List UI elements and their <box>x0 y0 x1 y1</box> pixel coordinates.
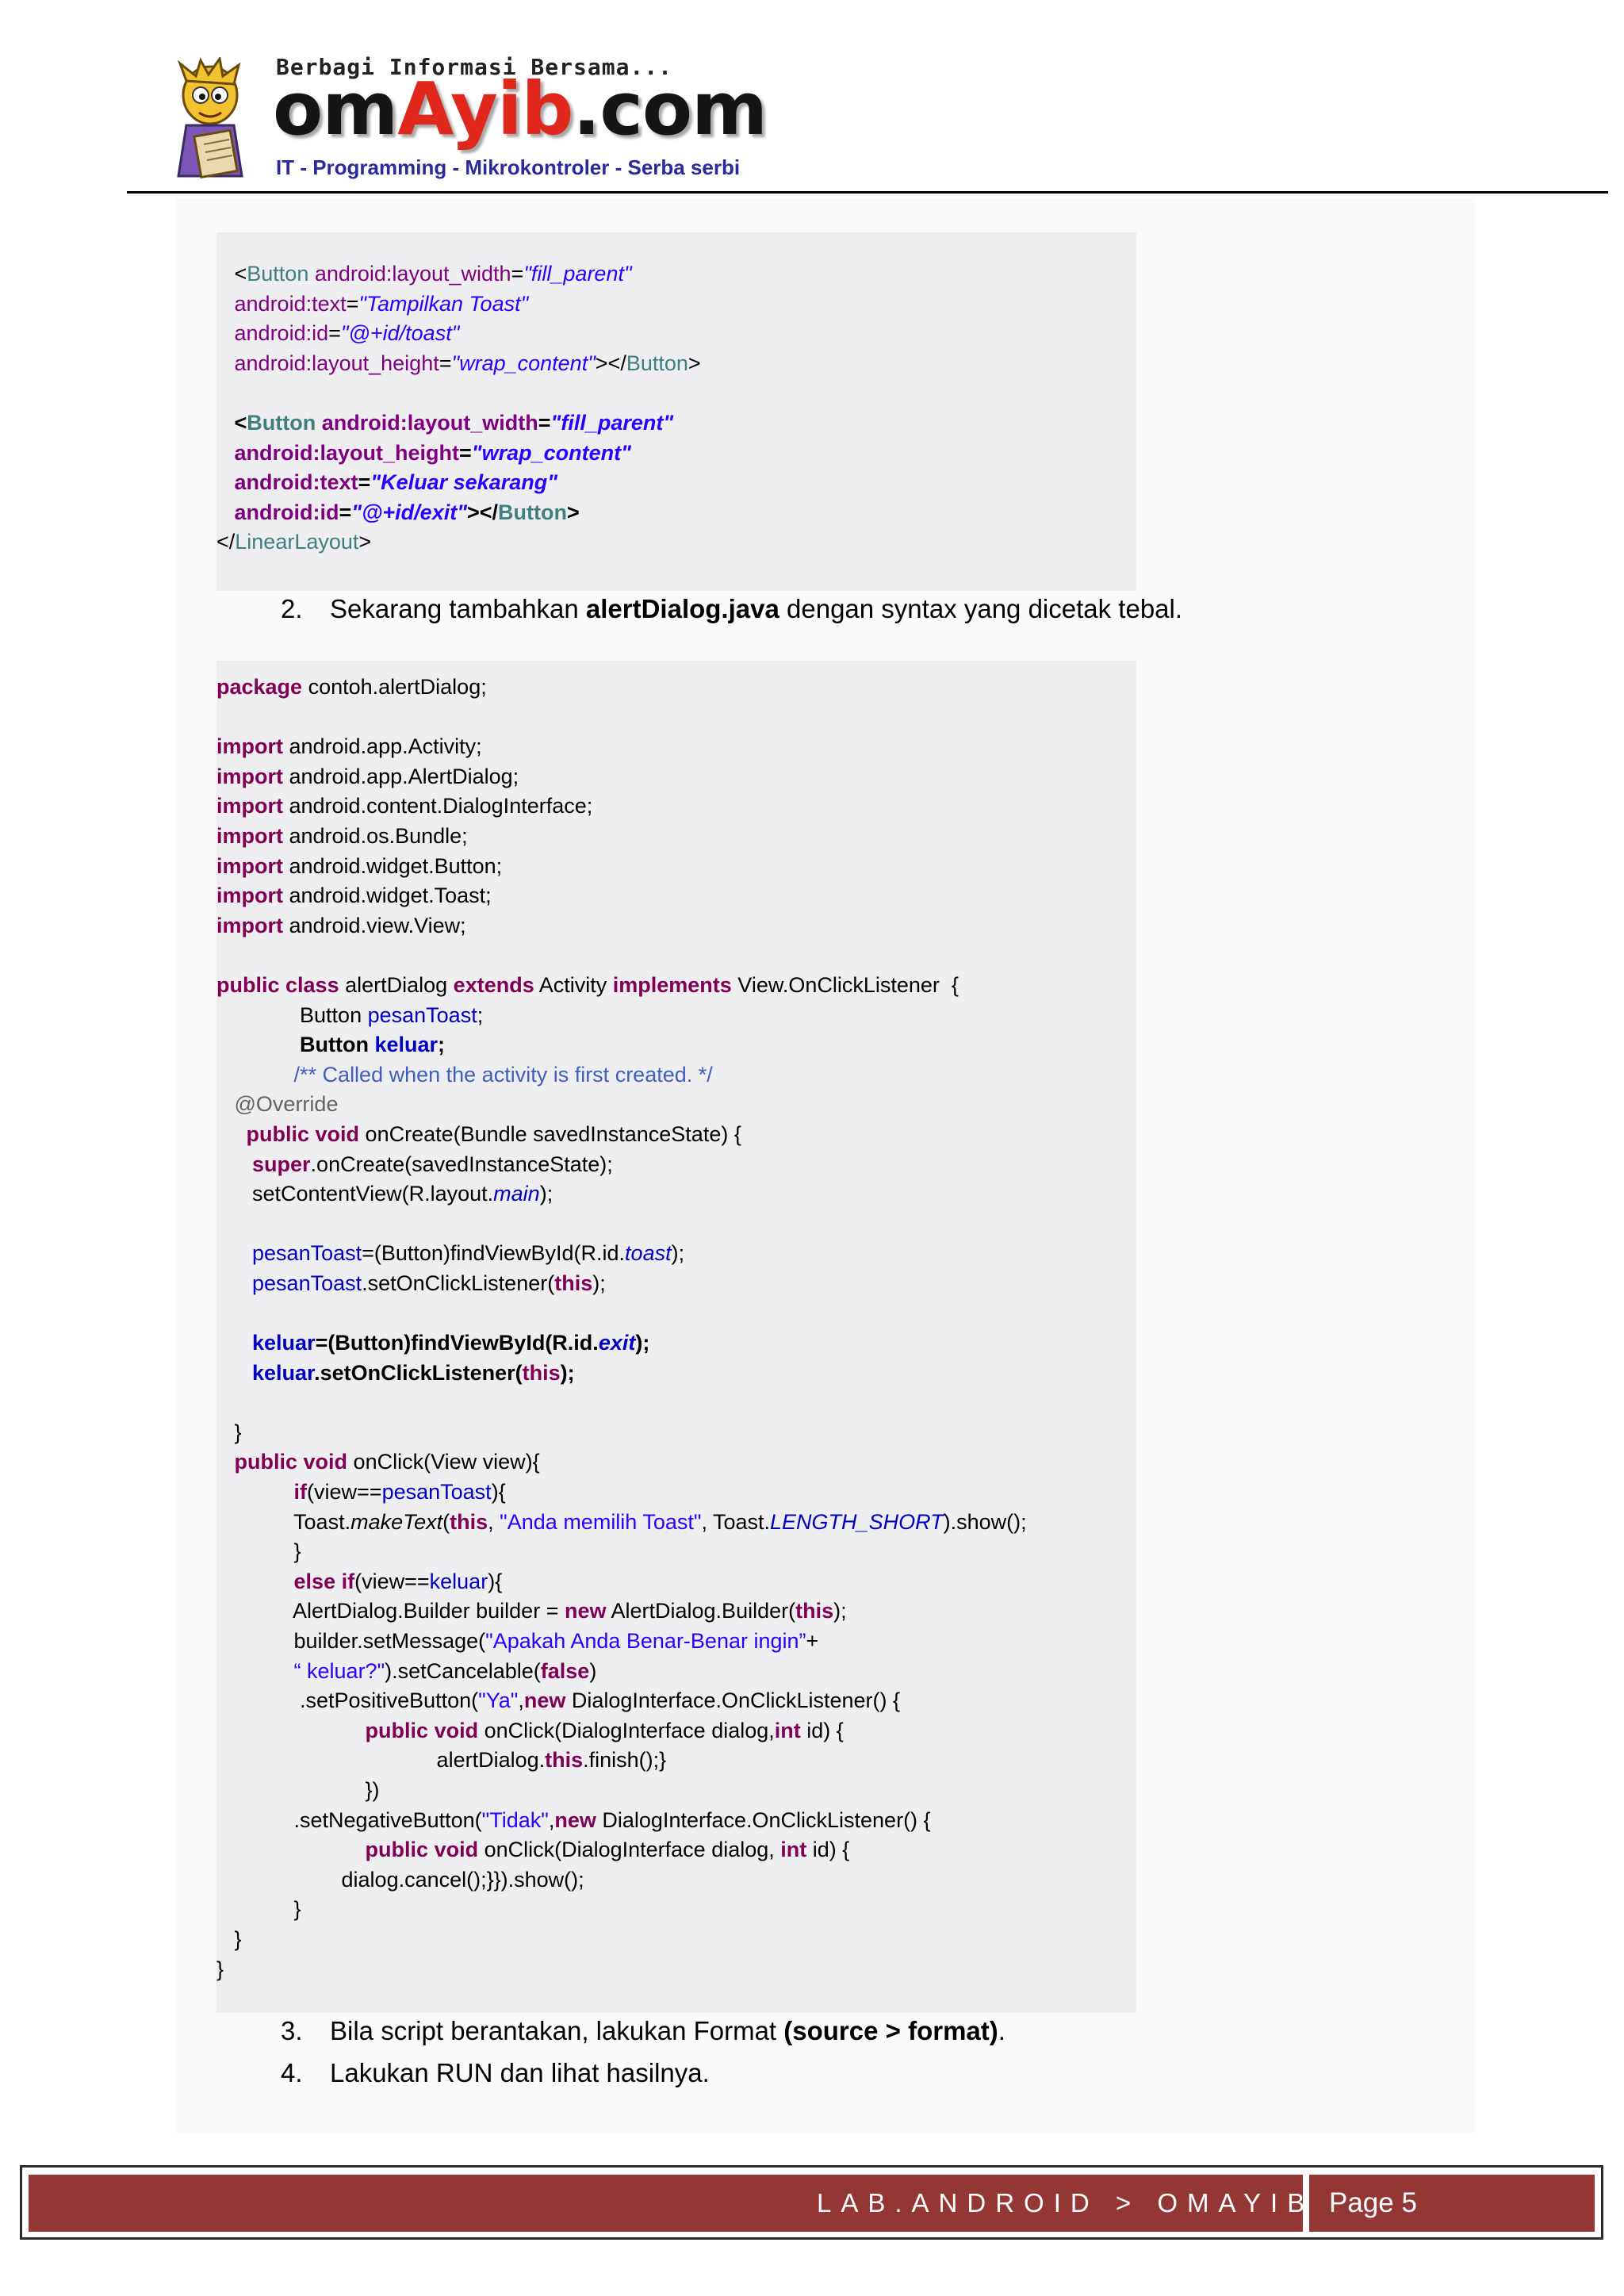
code-token: ); <box>560 1360 575 1385</box>
code-token: } <box>216 1539 301 1564</box>
code-token: makeText <box>350 1509 443 1534</box>
code-token: void <box>434 1838 479 1862</box>
code-line <box>216 1239 1136 1269</box>
code-token: setContentView(R.layout. <box>216 1182 494 1206</box>
code-line <box>216 1269 1136 1299</box>
code-token: "@+id/toast" <box>340 321 460 346</box>
code-token: int <box>780 1838 807 1862</box>
code-token: package <box>216 675 303 699</box>
code-token: , <box>548 1807 555 1832</box>
code-token: new <box>554 1807 596 1832</box>
code-token <box>216 1719 366 1742</box>
code-token: = <box>439 351 452 375</box>
logo-om: om <box>273 67 398 151</box>
step-number: 2. <box>281 594 303 623</box>
code-token: > <box>358 530 372 554</box>
code-line <box>216 971 1136 1001</box>
code-token: .setPositiveButton( <box>216 1688 479 1713</box>
code-token: ); <box>539 1182 553 1206</box>
code-token: } <box>216 1897 301 1922</box>
code-token <box>428 1719 435 1742</box>
code-token: import <box>216 764 283 788</box>
code-token: ){ <box>491 1480 506 1504</box>
code-token <box>216 292 235 316</box>
code-token: "Apakah Anda Benar-Benar ingin” <box>485 1629 806 1653</box>
code-token: = <box>328 321 341 346</box>
code-token: "Ya" <box>478 1688 519 1713</box>
code-token <box>216 1361 252 1385</box>
code-token: = <box>459 440 472 465</box>
code-line <box>216 319 1136 349</box>
step-text <box>330 593 1182 625</box>
code-line <box>216 822 1136 852</box>
code-token: android.content.DialogInterface; <box>283 794 593 818</box>
code-line <box>216 1865 1136 1895</box>
step-text-plain: Sekarang tambahkan <box>330 594 586 623</box>
code-token <box>216 1450 235 1474</box>
code-token: pesanToast <box>367 1002 477 1027</box>
code-line <box>216 1925 1136 1955</box>
code-token: android.app.Activity; <box>283 734 482 759</box>
code-token: this <box>522 1360 561 1385</box>
code-token: ); <box>671 1241 685 1266</box>
code-token <box>216 1152 252 1176</box>
code-line <box>216 1955 1136 1985</box>
step-text-bold: (source > format) <box>783 2016 998 2045</box>
code-token: ).setCancelable( <box>385 1658 541 1683</box>
code-line <box>216 703 1136 733</box>
code-token: keluar <box>374 1033 439 1057</box>
code-token: android.widget.Button; <box>283 853 503 878</box>
code-line <box>216 1447 1136 1478</box>
code-token: void <box>303 1450 348 1474</box>
code-token: = <box>339 500 352 524</box>
step-text-plain: Bila script berantakan, lakukan Format <box>330 2016 784 2045</box>
code-token <box>316 411 322 435</box>
code-token: this <box>450 1509 488 1534</box>
code-token <box>216 1570 294 1593</box>
code-token: android:layout_height <box>234 351 439 375</box>
code-line <box>216 289 1136 320</box>
code-token: int <box>774 1718 801 1742</box>
code-token: import <box>216 823 283 848</box>
code-token: extends <box>453 972 534 997</box>
code-line <box>216 498 1136 528</box>
code-token: } <box>216 1957 224 1981</box>
code-token: ; <box>477 1002 484 1027</box>
code-token: main <box>493 1182 540 1206</box>
code-token: onCreate(Bundle savedInstanceState) { <box>359 1121 741 1146</box>
code-token <box>335 1570 342 1593</box>
code-token: , Toast. <box>701 1509 771 1534</box>
code-line <box>216 1806 1136 1836</box>
code-token: android:layout_height <box>234 440 460 465</box>
code-token: AlertDialog.Builder builder = <box>216 1599 565 1623</box>
code-token: public <box>365 1838 429 1862</box>
code-token: public <box>216 972 280 997</box>
code-line <box>216 1835 1136 1865</box>
code-token <box>216 1838 366 1861</box>
code-token: android.app.AlertDialog; <box>283 764 519 788</box>
code-token: public <box>234 1450 298 1474</box>
code-token: "Tampilkan Toast" <box>358 291 529 316</box>
code-token: AlertDialog.Builder( <box>606 1599 796 1623</box>
step-text-plain: . <box>998 2016 1005 2045</box>
code-line <box>216 1627 1136 1657</box>
code-line <box>216 1030 1136 1060</box>
step-number: 4. <box>281 2058 303 2087</box>
code-token: toast <box>625 1241 672 1266</box>
code-token: class <box>285 972 339 997</box>
code-token: import <box>216 853 283 878</box>
code-token: = <box>346 291 359 316</box>
code-token: View.OnClickListener { <box>731 972 959 997</box>
code-token: Button <box>247 262 309 286</box>
code-token: ).show(); <box>943 1509 1027 1534</box>
code-token: .finish();} <box>583 1748 667 1773</box>
code-token <box>216 1241 252 1265</box>
code-token: import <box>216 884 283 908</box>
code-line <box>216 673 1136 703</box>
code-token: ) <box>589 1658 597 1683</box>
code-token: "@+id/exit" <box>351 500 467 524</box>
code-token <box>216 1063 294 1087</box>
step-text-bold: alertDialog.java <box>585 594 779 623</box>
code-line <box>216 1895 1136 1925</box>
footer-page-number: Page 5 <box>1329 2187 1417 2218</box>
code-token: keluar <box>252 1331 316 1355</box>
code-line <box>216 1298 1136 1328</box>
code-line <box>216 259 1136 289</box>
code-token: } <box>216 1926 242 1951</box>
header-subtitle: IT - Programming - Mikrokontroler - Serba serbi <box>276 155 741 179</box>
code-token: "Tidak" <box>481 1807 549 1832</box>
code-token: Button <box>247 410 316 435</box>
code-token <box>216 1331 252 1355</box>
code-token: this <box>545 1748 584 1773</box>
code-token <box>308 262 315 286</box>
code-token: ></ <box>467 500 499 524</box>
code-token: alertDialog <box>339 972 454 997</box>
code-token: android:id <box>234 321 329 346</box>
code-token: ); <box>833 1599 847 1623</box>
code-line <box>216 1388 1136 1418</box>
code-token: false <box>540 1658 590 1683</box>
code-token: import <box>216 794 283 818</box>
code-token: ( <box>442 1509 450 1534</box>
code-line <box>216 762 1136 792</box>
code-token <box>216 351 235 375</box>
code-line <box>216 1596 1136 1627</box>
code-token: "fill_parent" <box>550 410 674 435</box>
code-token: dialog.cancel();}}).show(); <box>216 1867 584 1892</box>
header-divider <box>127 191 1608 194</box>
code-token: =(Button)findViewById(R.id. <box>362 1241 626 1266</box>
code-token: Button <box>216 1002 368 1027</box>
code-line <box>216 1776 1136 1806</box>
code-token: LENGTH_SHORT <box>770 1509 944 1534</box>
code-token: , <box>518 1688 524 1713</box>
code-line <box>216 732 1136 762</box>
code-token: id) { <box>806 1838 850 1862</box>
code-line <box>216 1120 1136 1150</box>
code-token: ); <box>635 1331 650 1355</box>
code-token: if <box>341 1569 355 1593</box>
xml-code-block <box>216 232 1136 591</box>
step-text-plain: dengan syntax yang dicetak tebal. <box>779 594 1183 623</box>
code-token <box>216 441 235 465</box>
code-token: new <box>523 1688 566 1713</box>
code-line <box>216 1716 1136 1746</box>
code-token: pesanToast <box>381 1480 492 1504</box>
code-token: contoh.alertDialog; <box>302 675 487 699</box>
code-token: exit <box>598 1331 636 1355</box>
code-token: android:text <box>234 291 347 316</box>
code-line <box>216 881 1136 911</box>
code-token: “ keluar?" <box>293 1658 385 1683</box>
code-token: =(Button)findViewById(R.id. <box>315 1331 599 1355</box>
code-token: (view== <box>354 1569 430 1593</box>
code-line <box>216 1001 1136 1031</box>
code-token: onClick(View view){ <box>347 1450 540 1474</box>
code-token <box>309 1122 316 1146</box>
footer-section-label: LAB.ANDROID > OMAYIB <box>817 2188 1315 2217</box>
code-token <box>297 1450 304 1474</box>
code-token: android.widget.Toast; <box>283 884 492 908</box>
code-token: .setOnClickListener( <box>314 1360 523 1385</box>
code-token: android.os.Bundle; <box>283 823 468 848</box>
code-token: builder.setMessage( <box>216 1629 486 1653</box>
code-line <box>216 408 1136 439</box>
code-token: "fill_parent" <box>523 262 632 286</box>
code-line <box>216 911 1136 941</box>
code-line <box>216 1150 1136 1180</box>
code-token <box>216 1122 247 1146</box>
code-token <box>216 470 235 494</box>
code-token: (view== <box>307 1480 382 1504</box>
code-token <box>280 973 286 997</box>
code-token: , <box>488 1509 500 1534</box>
code-token <box>216 321 235 345</box>
code-token: onClick(DialogInterface dialog, <box>478 1838 781 1862</box>
code-token: } <box>216 1420 242 1444</box>
code-token <box>216 500 235 524</box>
code-token: Toast. <box>216 1509 351 1534</box>
step-number: 3. <box>281 2016 303 2045</box>
code-token: = <box>538 410 551 435</box>
logo-dotcom: .com <box>573 67 767 151</box>
code-token: "wrap_content" <box>451 351 596 375</box>
code-line <box>216 1657 1136 1687</box>
code-token: new <box>564 1599 607 1623</box>
code-token: import <box>216 734 283 759</box>
code-line <box>216 527 1136 558</box>
code-line <box>216 1478 1136 1508</box>
code-token: android:text <box>234 470 358 495</box>
code-token: DialogInterface.OnClickListener() { <box>596 1807 931 1832</box>
code-line <box>216 1567 1136 1597</box>
code-token: android:layout_width <box>314 262 511 286</box>
code-line <box>216 1537 1136 1567</box>
code-token: if <box>293 1480 308 1504</box>
code-token: android:layout_width <box>321 410 538 435</box>
header-tagline: Berbagi Informasi Bersama... <box>276 54 673 80</box>
code-line <box>216 792 1136 822</box>
code-line <box>216 378 1136 408</box>
code-line <box>216 468 1136 498</box>
code-token: .setOnClickListener( <box>362 1271 555 1295</box>
code-token: .setNegativeButton( <box>216 1807 482 1832</box>
code-token: "Anda memilih Toast" <box>500 1509 702 1534</box>
code-token: android.view.View; <box>283 913 466 937</box>
code-line <box>216 1359 1136 1389</box>
code-token: .onCreate(savedInstanceState); <box>310 1152 613 1176</box>
code-token: else <box>293 1569 336 1593</box>
code-line <box>216 349 1136 379</box>
code-line <box>216 1179 1136 1209</box>
code-token: Button <box>626 351 688 375</box>
code-token: "Keluar sekarang" <box>370 470 558 495</box>
code-token: void <box>434 1718 479 1742</box>
code-line <box>216 1508 1136 1538</box>
java-code-block <box>216 661 1136 2013</box>
code-token: + <box>806 1629 819 1653</box>
code-token: ){ <box>488 1569 503 1593</box>
code-token <box>216 1480 294 1504</box>
code-token: public <box>365 1718 429 1742</box>
code-line <box>216 1209 1136 1240</box>
code-token <box>216 1092 235 1116</box>
code-token <box>216 1271 252 1295</box>
mascot-logo-icon <box>163 57 258 184</box>
code-token <box>216 1659 294 1683</box>
code-token: ; <box>438 1033 446 1057</box>
code-token: ></ <box>595 351 626 375</box>
logo-ayib: Ayib <box>397 67 573 151</box>
code-token: super <box>252 1152 311 1176</box>
code-line <box>216 941 1136 971</box>
code-token: Button <box>216 1033 375 1057</box>
code-token: import <box>216 913 283 937</box>
step-text <box>330 2057 710 2089</box>
code-token: "wrap_content" <box>471 440 631 465</box>
code-token: id) { <box>800 1718 844 1742</box>
code-token: public <box>246 1121 310 1146</box>
code-token: ); <box>592 1271 606 1295</box>
code-token: implements <box>612 972 732 997</box>
code-token: Activity <box>534 972 613 997</box>
code-token: /** Called when the activity is first created. */ <box>293 1062 713 1087</box>
code-token: < <box>216 410 247 435</box>
code-token: }) <box>216 1777 380 1802</box>
code-line <box>216 1090 1136 1120</box>
code-line <box>216 1418 1136 1448</box>
code-token: this <box>795 1599 834 1623</box>
code-token: keluar <box>429 1569 488 1593</box>
code-token: keluar <box>252 1360 315 1385</box>
code-token: DialogInterface.OnClickListener() { <box>565 1688 901 1713</box>
code-token: void <box>315 1121 360 1146</box>
code-token: @Override <box>234 1092 339 1117</box>
code-token: pesanToast <box>252 1241 362 1266</box>
step-text-plain: Lakukan RUN dan lihat hasilnya. <box>330 2058 710 2087</box>
code-token: LinearLayout <box>235 530 359 554</box>
code-token: < <box>216 262 247 286</box>
code-line <box>216 1060 1136 1091</box>
code-token: = <box>511 262 524 286</box>
code-token: > <box>567 500 580 524</box>
code-token: Button <box>498 500 568 524</box>
code-token: pesanToast <box>252 1271 362 1295</box>
code-token: alertDialog. <box>216 1748 546 1773</box>
code-line <box>216 1328 1136 1359</box>
code-token: > <box>688 351 701 375</box>
code-line <box>216 1746 1136 1776</box>
code-token: onClick(DialogInterface dialog, <box>478 1718 775 1742</box>
code-token: = <box>358 470 371 495</box>
step-text <box>330 2015 1005 2047</box>
code-line <box>216 1686 1136 1716</box>
code-line <box>216 439 1136 469</box>
code-token <box>428 1838 435 1861</box>
code-token: this <box>554 1271 593 1295</box>
code-token: android:id <box>234 500 339 524</box>
code-line <box>216 852 1136 882</box>
code-token: </ <box>216 530 236 554</box>
